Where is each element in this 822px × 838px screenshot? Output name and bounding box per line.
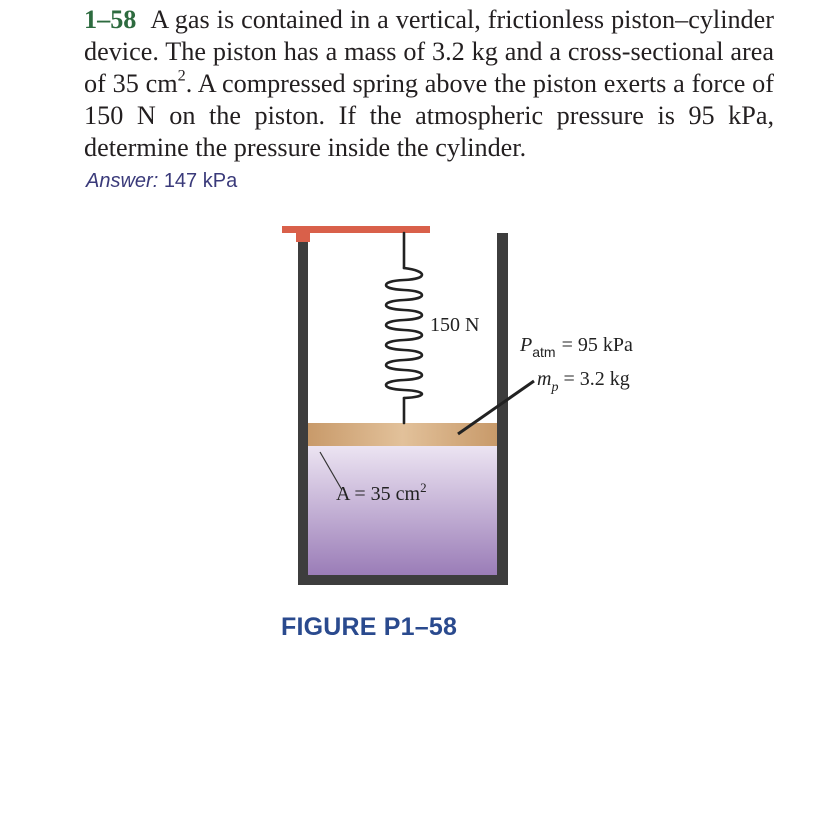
gas-region	[308, 446, 497, 576]
problem-text-superscript: 2	[177, 66, 186, 85]
spring-force-label: 150 N	[430, 314, 480, 336]
problem-text-part1: A gas is contained in a vertical, frictionless piston–cylinder device. The piston has a mass of 3.2 kg and a cross-sectional area of 35 cm	[84, 5, 774, 98]
p-atm-label: $P_{atm} = 95$ kPa	[520, 334, 633, 360]
piston-mass-label: $m_p = 3.2$ kg	[537, 368, 630, 395]
answer-value: 147 kPa	[163, 170, 238, 192]
cylinder-right-wall	[497, 233, 508, 585]
answer-label: Answer:	[86, 170, 159, 192]
figure-caption: FIGURE P1–58	[281, 613, 458, 641]
area-label: A = 35 $cm^2$	[336, 480, 427, 505]
problem-text-part2: . A compressed spring above the piston exerts a force of 150 N on the piston. If the atmospheric pressure is 95 kPa, determine the pressure inside the cylinder.	[84, 69, 775, 162]
cylinder-left-wall	[298, 236, 308, 585]
cylinder-bottom	[298, 575, 508, 585]
problem-number: 1–58	[84, 5, 137, 34]
bracket-post	[296, 230, 310, 242]
spring-icon	[386, 233, 422, 423]
